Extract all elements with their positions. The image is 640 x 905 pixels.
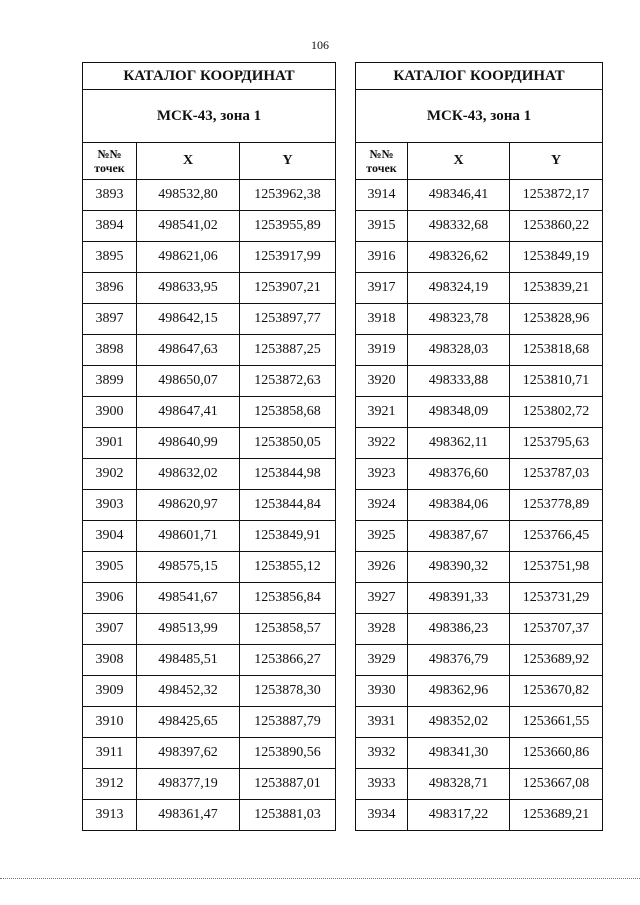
cell-point-number: 3904 xyxy=(83,521,137,552)
cell-y: 1253849,91 xyxy=(240,521,336,552)
cell-y: 1253810,71 xyxy=(510,366,603,397)
cell-x: 498326,62 xyxy=(408,242,510,273)
table-row xyxy=(83,211,336,242)
cell-point-number: 3911 xyxy=(83,738,137,769)
table-row xyxy=(356,769,603,800)
table-title: КАТАЛОГ КООРДИНАТ xyxy=(356,63,603,90)
cell-y: 1253660,86 xyxy=(510,738,603,769)
table-row xyxy=(83,707,336,738)
cell-x: 498391,33 xyxy=(408,583,510,614)
cell-y: 1253887,25 xyxy=(240,335,336,366)
cell-point-number: 3895 xyxy=(83,242,137,273)
table-row xyxy=(83,645,336,676)
cell-y: 1253818,68 xyxy=(510,335,603,366)
cell-point-number: 3932 xyxy=(356,738,408,769)
cell-point-number: 3922 xyxy=(356,428,408,459)
cell-point-number: 3893 xyxy=(83,180,137,211)
cell-x: 498384,06 xyxy=(408,490,510,521)
bottom-divider xyxy=(0,878,640,879)
cell-x: 498452,32 xyxy=(137,676,240,707)
cell-y: 1253661,55 xyxy=(510,707,603,738)
table-row xyxy=(83,397,336,428)
cell-y: 1253872,17 xyxy=(510,180,603,211)
cell-x: 498332,68 xyxy=(408,211,510,242)
cell-point-number: 3924 xyxy=(356,490,408,521)
cell-x: 498632,02 xyxy=(137,459,240,490)
table-title: КАТАЛОГ КООРДИНАТ xyxy=(83,63,336,90)
cell-y: 1253850,05 xyxy=(240,428,336,459)
header-point-number: №№ точек xyxy=(83,143,137,180)
cell-y: 1253844,98 xyxy=(240,459,336,490)
table-body xyxy=(83,180,336,831)
cell-x: 498541,02 xyxy=(137,211,240,242)
cell-y: 1253890,56 xyxy=(240,738,336,769)
table-row xyxy=(356,707,603,738)
cell-y: 1253802,72 xyxy=(510,397,603,428)
cell-x: 498650,07 xyxy=(137,366,240,397)
cell-point-number: 3931 xyxy=(356,707,408,738)
cell-y: 1253839,21 xyxy=(510,273,603,304)
table-row xyxy=(356,521,603,552)
cell-y: 1253887,01 xyxy=(240,769,336,800)
table-row xyxy=(356,738,603,769)
cell-y: 1253907,21 xyxy=(240,273,336,304)
cell-y: 1253897,77 xyxy=(240,304,336,335)
header-x: X xyxy=(137,143,240,180)
cell-x: 498352,02 xyxy=(408,707,510,738)
cell-x: 498328,03 xyxy=(408,335,510,366)
cell-x: 498376,60 xyxy=(408,459,510,490)
cell-y: 1253795,63 xyxy=(510,428,603,459)
coordinate-catalog-table-left xyxy=(82,62,336,831)
cell-x: 498328,71 xyxy=(408,769,510,800)
cell-point-number: 3894 xyxy=(83,211,137,242)
cell-x: 498387,67 xyxy=(408,521,510,552)
cell-x: 498425,65 xyxy=(137,707,240,738)
table-row xyxy=(83,428,336,459)
cell-y: 1253707,37 xyxy=(510,614,603,645)
cell-x: 498640,99 xyxy=(137,428,240,459)
table-row xyxy=(356,397,603,428)
cell-y: 1253766,45 xyxy=(510,521,603,552)
coordinate-catalog-table-right xyxy=(355,62,603,831)
cell-y: 1253872,63 xyxy=(240,366,336,397)
header-y: Y xyxy=(240,143,336,180)
cell-x: 498397,62 xyxy=(137,738,240,769)
table-row xyxy=(83,552,336,583)
cell-y: 1253856,84 xyxy=(240,583,336,614)
table-row xyxy=(356,335,603,366)
cell-point-number: 3906 xyxy=(83,583,137,614)
table-row xyxy=(83,490,336,521)
table-row xyxy=(83,614,336,645)
cell-y: 1253860,22 xyxy=(510,211,603,242)
cell-y: 1253858,68 xyxy=(240,397,336,428)
cell-x: 498317,22 xyxy=(408,800,510,831)
cell-point-number: 3927 xyxy=(356,583,408,614)
cell-x: 498601,71 xyxy=(137,521,240,552)
cell-point-number: 3919 xyxy=(356,335,408,366)
table-row xyxy=(83,273,336,304)
table-row xyxy=(83,180,336,211)
cell-y: 1253855,12 xyxy=(240,552,336,583)
cell-x: 498324,19 xyxy=(408,273,510,304)
cell-x: 498532,80 xyxy=(137,180,240,211)
table-row xyxy=(83,738,336,769)
cell-x: 498377,19 xyxy=(137,769,240,800)
cell-point-number: 3933 xyxy=(356,769,408,800)
cell-point-number: 3902 xyxy=(83,459,137,490)
header-point-number: №№ точек xyxy=(356,143,408,180)
cell-x: 498647,41 xyxy=(137,397,240,428)
table-row xyxy=(83,366,336,397)
cell-point-number: 3914 xyxy=(356,180,408,211)
cell-point-number: 3913 xyxy=(83,800,137,831)
cell-point-number: 3909 xyxy=(83,676,137,707)
table-body xyxy=(356,180,603,831)
table-row xyxy=(356,800,603,831)
cell-x: 498575,15 xyxy=(137,552,240,583)
cell-y: 1253887,79 xyxy=(240,707,336,738)
cell-point-number: 3910 xyxy=(83,707,137,738)
cell-x: 498620,97 xyxy=(137,490,240,521)
cell-y: 1253858,57 xyxy=(240,614,336,645)
cell-point-number: 3912 xyxy=(83,769,137,800)
cell-y: 1253849,19 xyxy=(510,242,603,273)
cell-point-number: 3930 xyxy=(356,676,408,707)
table-row xyxy=(356,428,603,459)
cell-x: 498621,06 xyxy=(137,242,240,273)
cell-x: 498362,11 xyxy=(408,428,510,459)
cell-y: 1253917,99 xyxy=(240,242,336,273)
cell-point-number: 3900 xyxy=(83,397,137,428)
cell-point-number: 3898 xyxy=(83,335,137,366)
cell-point-number: 3896 xyxy=(83,273,137,304)
cell-x: 498513,99 xyxy=(137,614,240,645)
cell-point-number: 3934 xyxy=(356,800,408,831)
cell-point-number: 3917 xyxy=(356,273,408,304)
cell-y: 1253844,84 xyxy=(240,490,336,521)
table-row xyxy=(356,676,603,707)
cell-y: 1253787,03 xyxy=(510,459,603,490)
table-row xyxy=(83,459,336,490)
table-row xyxy=(356,366,603,397)
table-row xyxy=(83,242,336,273)
cell-point-number: 3908 xyxy=(83,645,137,676)
table-row xyxy=(356,614,603,645)
cell-x: 498390,32 xyxy=(408,552,510,583)
cell-y: 1253670,82 xyxy=(510,676,603,707)
table-row xyxy=(83,335,336,366)
cell-y: 1253881,03 xyxy=(240,800,336,831)
table-subtitle: МСК-43, зона 1 xyxy=(83,90,336,143)
cell-x: 498333,88 xyxy=(408,366,510,397)
cell-point-number: 3899 xyxy=(83,366,137,397)
table-row xyxy=(356,304,603,335)
cell-point-number: 3928 xyxy=(356,614,408,645)
cell-y: 1253866,27 xyxy=(240,645,336,676)
cell-point-number: 3903 xyxy=(83,490,137,521)
table-row xyxy=(83,521,336,552)
cell-y: 1253689,21 xyxy=(510,800,603,831)
cell-point-number: 3925 xyxy=(356,521,408,552)
cell-point-number: 3929 xyxy=(356,645,408,676)
cell-x: 498647,63 xyxy=(137,335,240,366)
cell-point-number: 3920 xyxy=(356,366,408,397)
cell-x: 498642,15 xyxy=(137,304,240,335)
cell-x: 498348,09 xyxy=(408,397,510,428)
table-row xyxy=(83,769,336,800)
cell-point-number: 3915 xyxy=(356,211,408,242)
table-row xyxy=(83,583,336,614)
cell-point-number: 3918 xyxy=(356,304,408,335)
cell-x: 498633,95 xyxy=(137,273,240,304)
cell-x: 498346,41 xyxy=(408,180,510,211)
cell-x: 498362,96 xyxy=(408,676,510,707)
page-number: 106 xyxy=(311,38,329,52)
cell-x: 498323,78 xyxy=(408,304,510,335)
cell-y: 1253962,38 xyxy=(240,180,336,211)
cell-point-number: 3923 xyxy=(356,459,408,490)
table-row xyxy=(83,304,336,335)
table-row xyxy=(356,242,603,273)
table-row xyxy=(356,211,603,242)
table-row xyxy=(356,180,603,211)
cell-x: 498361,47 xyxy=(137,800,240,831)
cell-x: 498485,51 xyxy=(137,645,240,676)
cell-point-number: 3905 xyxy=(83,552,137,583)
cell-x: 498341,30 xyxy=(408,738,510,769)
cell-y: 1253778,89 xyxy=(510,490,603,521)
table-row xyxy=(356,645,603,676)
cell-point-number: 3907 xyxy=(83,614,137,645)
cell-y: 1253878,30 xyxy=(240,676,336,707)
cell-y: 1253751,98 xyxy=(510,552,603,583)
cell-point-number: 3897 xyxy=(83,304,137,335)
header-x: X xyxy=(408,143,510,180)
cell-x: 498541,67 xyxy=(137,583,240,614)
cell-point-number: 3916 xyxy=(356,242,408,273)
cell-point-number: 3926 xyxy=(356,552,408,583)
table-row xyxy=(356,552,603,583)
cell-y: 1253731,29 xyxy=(510,583,603,614)
table-row xyxy=(356,490,603,521)
cell-y: 1253667,08 xyxy=(510,769,603,800)
cell-point-number: 3901 xyxy=(83,428,137,459)
cell-point-number: 3921 xyxy=(356,397,408,428)
cell-x: 498386,23 xyxy=(408,614,510,645)
table-row xyxy=(83,676,336,707)
cell-y: 1253689,92 xyxy=(510,645,603,676)
table-row xyxy=(356,583,603,614)
table-subtitle: МСК-43, зона 1 xyxy=(356,90,603,143)
table-row xyxy=(83,800,336,831)
header-y: Y xyxy=(510,143,603,180)
cell-y: 1253828,96 xyxy=(510,304,603,335)
table-row xyxy=(356,273,603,304)
table-row xyxy=(356,459,603,490)
cell-x: 498376,79 xyxy=(408,645,510,676)
cell-y: 1253955,89 xyxy=(240,211,336,242)
